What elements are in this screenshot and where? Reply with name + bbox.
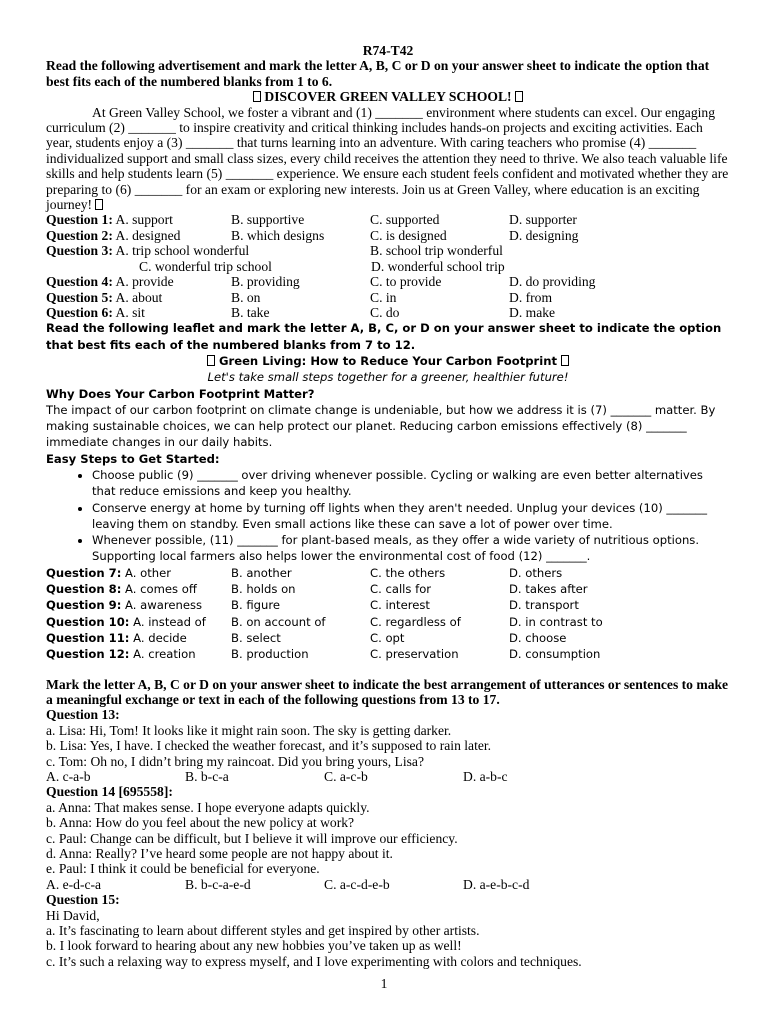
- question-row: C. wonderful trip school D. wonderful school trip: [139, 258, 505, 274]
- dialogue-line: b. Lisa: Yes, I have. I checked the weather forecast, and it’s supposed to rain later.: [46, 738, 492, 754]
- list-item: • Whenever possible, (11) _______ for plant-based meals, as they offer a wide variety of nutritious options. Supporting local farmers also helps lower the environmental cost of food (12) _______.: [92, 532, 730, 565]
- part2-heading: Easy Steps to Get Started:: [46, 451, 220, 466]
- question-row: Question 6: A. sit B. take C. do D. make: [46, 304, 556, 320]
- school-icon: [253, 91, 261, 102]
- part2-paragraph: The impact of our carbon footprint on climate change is undeniable, but how we address it is (7) _______ matter. By making sustainable choices, we can help protect our planet. Reducing carbon emissions effectively (8) _______ immediate changes in our daily habits.: [46, 402, 716, 450]
- question-row: A. c-a-b B. b-c-a C. a-c-b D. a-b-c: [46, 768, 508, 784]
- letter-line: b. I look forward to hearing about any new hobbies you’ve taken up as well!: [46, 938, 462, 954]
- question-row: Question 8: A. comes off B. holds on C. calls for D. takes after: [46, 582, 588, 597]
- steps-list: [46, 467, 730, 565]
- letter-line: a. It’s fascinating to learn about different styles and get inspired by other artists.: [46, 923, 480, 939]
- dialogue-line: a. Anna: That makes sense. I hope everyone adapts quickly.: [46, 799, 370, 815]
- part2-instruction: Read the following leaflet and mark the letter A, B, C, or D on your answer sheet to indicate the option that best fits each of the numbered blanks from 7 to 12.: [46, 321, 722, 352]
- question-row: Question 10: A. instead of B. on account of C. regardless of D. in contrast to: [46, 614, 603, 629]
- part3-instruction: Mark the letter A, B, C or D on your answer sheet to indicate the best arrangement of utterances or sentences to make a meaningful exchange or text in each of the following questions from 13 to 17.: [46, 676, 729, 707]
- part3: [46, 677, 730, 970]
- dialogue-line: c. Tom: Oh no, I didn’t bring my raincoat. Did you bring yours, Lisa?: [46, 753, 424, 769]
- part1-passage: At Green Valley School, we foster a vibrant and (1) _______ environment where students can excel. Our engaging curriculum (2) _______ to inspire creativity and critical thinking includes hands-on projects and exciting activities. Each year, students enjoy a (3) _______ that turns learning into an adventure. With caring teachers who promise (4) _______ individualized support and small class sizes, every child receives the attention they need to thrive. We also teach valuable life skills and help students learn (5) _______ experience. We ensure each student feels confident and motivated whether they are preparing to (6) _______ for an exam or exploring new interests. Join us at Green Valley, where education is an exciting journey!: [46, 104, 729, 213]
- question-label: Question 15:: [46, 892, 120, 908]
- dialogue-line: a. Lisa: Hi, Tom! It looks like it might rain soon. The sky is getting darker.: [46, 722, 452, 738]
- test-code: R74-T42: [362, 43, 414, 58]
- school-icon: [515, 91, 523, 102]
- part1-instruction: Read the following advertisement and mark the letter A, B, C or D on your answer sheet to indicate the option that best fits each of the numbered blanks from 1 to 6.: [46, 58, 710, 89]
- question-row: Question 5: A. about B. on C. in D. from: [46, 289, 553, 305]
- dialogue-line: b. Anna: How do you feel about the new policy at work?: [46, 815, 355, 831]
- part1-title: DISCOVER GREEN VALLEY SCHOOL!: [46, 89, 730, 104]
- question-row: Question 9: A. awareness B. figure C. interest D. transport: [46, 598, 579, 613]
- question-label: Question 14 [695558]:: [46, 784, 173, 800]
- document-page: [46, 43, 730, 969]
- question-row: Question 11: A. decide B. select C. opt D. choose: [46, 630, 567, 645]
- part2-title: Green Living: How to Reduce Your Carbon Footprint: [46, 353, 730, 369]
- question-label: Question 13:: [46, 707, 120, 723]
- question-row: Question 3: A. trip school wonderful B. school trip wonderful: [46, 243, 503, 259]
- letter-greeting: Hi David,: [46, 907, 100, 923]
- dialogue-line: c. Paul: Change can be difficult, but I believe it will improve our efficiency.: [46, 830, 458, 846]
- question-row: Question 1: A. support B. supportive C. supported D. supporter: [46, 212, 577, 228]
- dialogue-line: e. Paul: I think it could be beneficial for everyone.: [46, 861, 320, 877]
- list-item: • Choose public (9) _______ over driving whenever possible. Cycling or walking are even better alternatives that reduce emissions and keep you healthy.: [92, 467, 730, 500]
- sparkle-icon: [95, 199, 103, 210]
- letter-line: c. It’s such a relaxing way to express myself, and I love experimenting with colors and techniques.: [46, 953, 582, 969]
- page-number: 1: [380, 976, 388, 991]
- question-row: A. e-d-c-a B. b-c-a-e-d C. a-c-d-e-b D. a-e-b-c-d: [46, 876, 530, 892]
- part2-heading: Why Does Your Carbon Footprint Matter?: [46, 386, 315, 401]
- question-row: Question 2: A. designed B. which designs C. is designed D. designing: [46, 227, 579, 243]
- part1-questions: [46, 212, 730, 320]
- dialogue-line: d. Anna: Really? I’ve heard some people are not happy about it.: [46, 846, 393, 862]
- leaf-icon: [561, 355, 569, 366]
- part2: [46, 320, 730, 662]
- question-row: Question 7: A. other B. another C. the others D. others: [46, 565, 563, 580]
- list-item: • Conserve energy at home by turning off lights when they aren't needed. Unplug your devices (10) _______ leaving them on standby. Even small actions like these can save a lot of power over time.: [92, 500, 730, 533]
- part2-subtitle: Let's take small steps together for a greener, healthier future!: [207, 370, 569, 385]
- question-row: Question 12: A. creation B. production C. preservation D. consumption: [46, 647, 601, 662]
- question-row: Question 4: A. provide B. providing C. to provide D. do providing: [46, 274, 596, 290]
- leaf-icon: [207, 355, 215, 366]
